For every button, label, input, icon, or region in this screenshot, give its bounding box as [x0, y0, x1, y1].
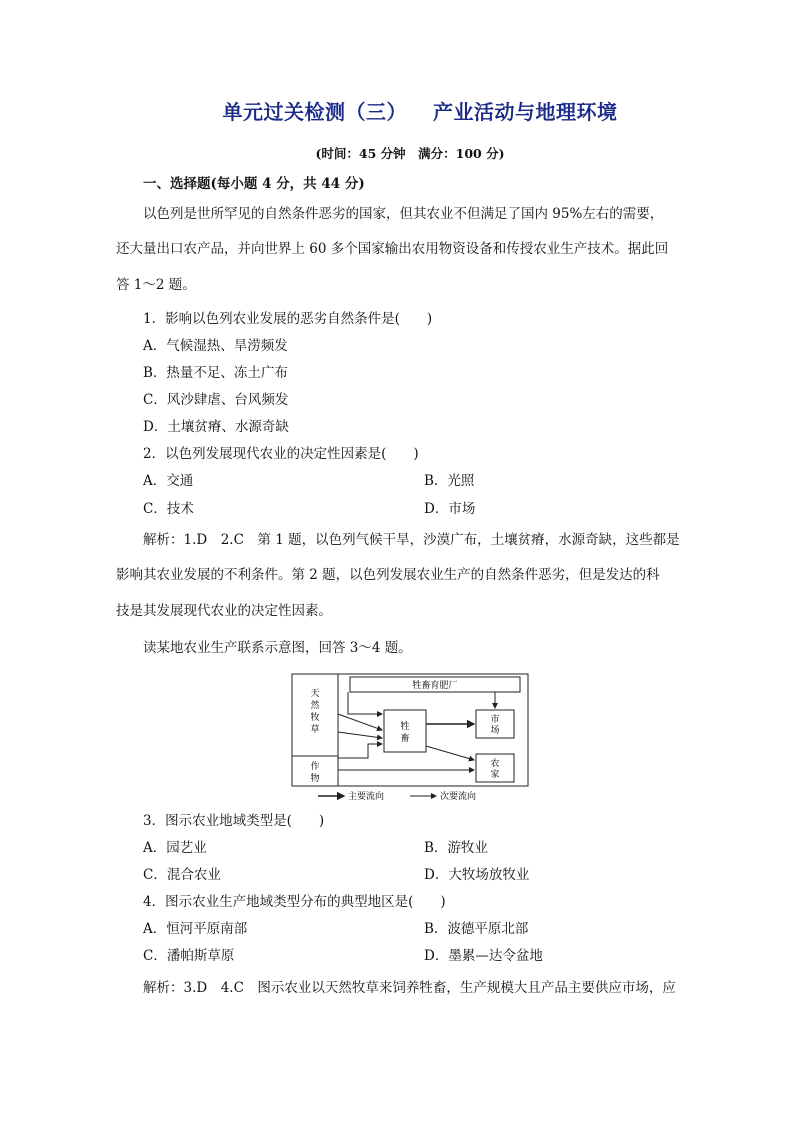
market-char: 市 [490, 715, 500, 725]
pasture-char: 草 [310, 725, 320, 735]
q4-option-c: C．潘帕斯草原 [143, 948, 235, 964]
passage-line: 以色列是世所罕见的自然条件恶劣的国家，但其农业不但满足了国内 95%左右的需要， [143, 206, 664, 222]
question-2-stem: 2．以色列发展现代农业的决定性因素是( ) [143, 446, 419, 462]
passage-line: 读某地农业生产联系示意图，回答 3～4 题。 [143, 640, 412, 656]
agriculture-linkage-diagram [288, 670, 538, 806]
analysis-line: 解析：3.D 4.C 图示农业以天然牧草来饲养牲畜，生产规模大且产品主要供应市场，应 [143, 980, 676, 996]
q3-option-c: C．混合农业 [143, 867, 221, 883]
passage-line: 还大量出口农产品，并向世界上 60 多个国家输出农用物资设备和传授农业生产技术。据此回 [116, 241, 669, 257]
q3-option-a: A．园艺业 [143, 840, 207, 856]
analysis-line: 影响其农业发展的不利条件。第 2 题，以色列发展农业生产的自然条件恶劣，但是发达的科 [116, 567, 660, 583]
q1-option-d: D．土壤贫瘠、水源奇缺 [143, 419, 289, 435]
q3-option-b: B．游牧业 [424, 840, 488, 856]
q4-option-a: A．恒河平原南部 [143, 921, 248, 937]
crops-char: 物 [310, 774, 320, 784]
q2-option-d: D．市场 [424, 501, 476, 517]
livestock-char: 牲 [400, 722, 410, 732]
q3-option-d: D．大牧场放牧业 [424, 867, 530, 883]
passage-line: 答 1～2 题。 [116, 277, 196, 293]
question-3-stem: 3．图示农业地域类型是( ) [143, 813, 325, 829]
factory-label: 牲畜育肥厂 [412, 681, 458, 691]
analysis-line: 技是其发展现代农业的决定性因素。 [116, 603, 332, 619]
crops-char: 作 [310, 762, 320, 772]
q4-option-d: D．墨累—达令盆地 [424, 948, 543, 964]
page-title [0, 96, 794, 125]
pasture-char: 然 [310, 701, 320, 711]
question-4-stem: 4．图示农业生产地域类型分布的典型地区是( ) [143, 894, 446, 910]
market-char: 场 [490, 726, 500, 736]
q1-option-b: B．热量不足、冻土广布 [143, 365, 288, 381]
legend-minor-flow: 次要流向 [440, 792, 477, 802]
pasture-char: 天 [310, 689, 320, 699]
q2-option-b: B．光照 [424, 473, 475, 489]
q4-option-b: B．波德平原北部 [424, 921, 529, 937]
livestock-char: 畜 [400, 734, 410, 744]
farm-char: 农 [490, 759, 500, 769]
q1-option-a: A．气候湿热、旱涝频发 [143, 338, 288, 354]
question-1-stem: 1．影响以色列农业发展的恶劣自然条件是( ) [143, 311, 433, 327]
legend-main-flow: 主要流向 [348, 792, 385, 802]
q1-option-c: C．风沙肆虐、台风频发 [143, 392, 289, 408]
q2-option-c: C．技术 [143, 501, 194, 517]
farm-char: 家 [490, 770, 500, 780]
title-topic: 产业活动与地理环境 [433, 100, 618, 124]
title-unit: 单元过关检测（三） [222, 100, 407, 124]
q2-option-a: A．交通 [143, 473, 194, 489]
exam-info: (时间：45 分钟 满分：100 分) [315, 146, 505, 161]
section-heading: 一、选择题(每小题 4 分，共 44 分) [143, 176, 365, 192]
pasture-char: 牧 [310, 713, 320, 723]
analysis-line: 解析：1.D 2.C 第 1 题，以色列气候干旱，沙漠广布，土壤贫瘠，水源奇缺，这些都是 [143, 532, 680, 548]
